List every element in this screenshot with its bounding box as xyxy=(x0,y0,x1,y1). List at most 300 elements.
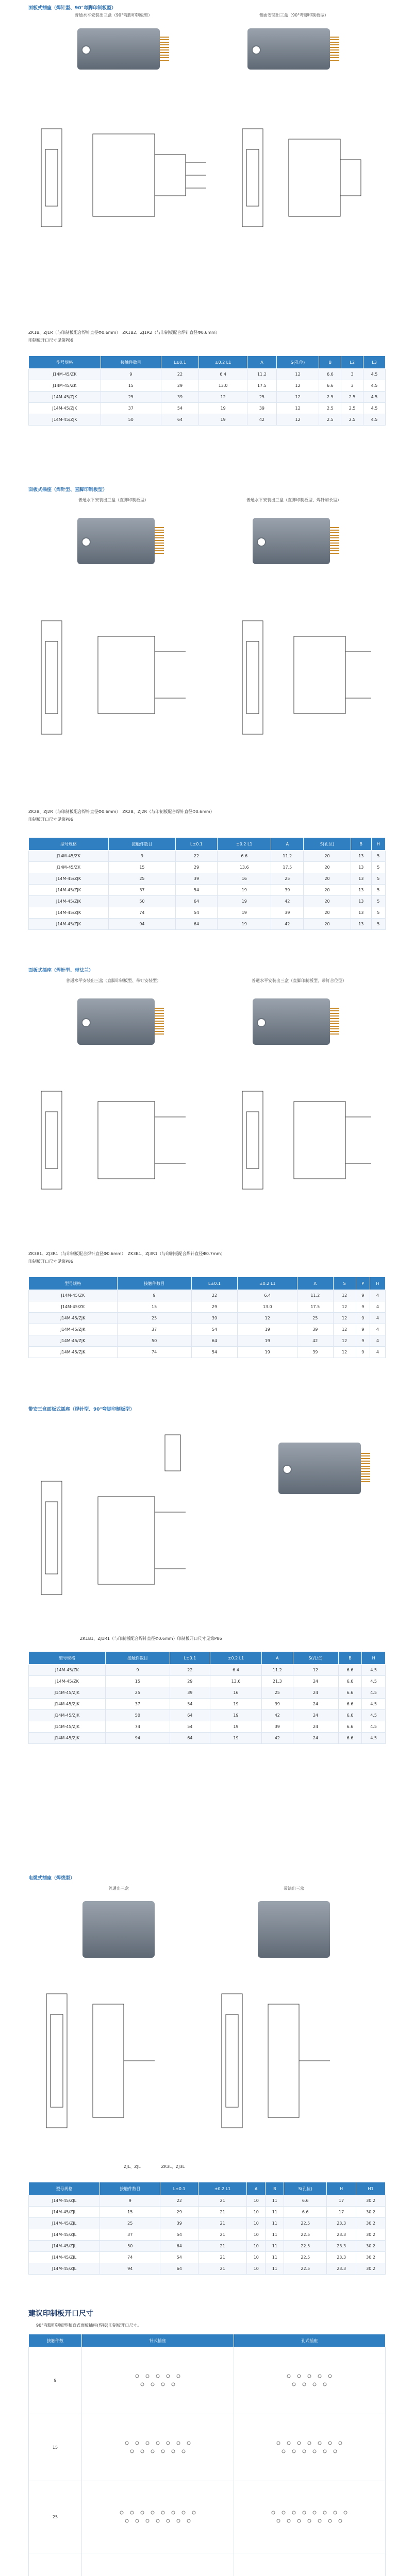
table-cell: 12 xyxy=(199,392,247,403)
table-cell: 39 xyxy=(271,907,304,919)
table-cell: 22.5 xyxy=(284,2218,327,2229)
table-cell: 30.2 xyxy=(356,2218,386,2229)
table-cell: 6.6 xyxy=(319,369,341,380)
table-cell: 12 xyxy=(333,1324,356,1335)
table-cell: 6.6 xyxy=(284,2207,327,2218)
table-cell: 10 xyxy=(247,2263,266,2275)
table-cell: 15 xyxy=(117,1301,191,1313)
table-cell: J14M-45/ZK xyxy=(29,380,101,392)
table-cell: J14M-45/ZK xyxy=(29,1676,106,1687)
table-cell: 11 xyxy=(266,2263,284,2275)
table-row xyxy=(29,2347,386,2414)
table-cell: 15 xyxy=(105,1676,170,1687)
product-caption: 普通水平安装出三盒（直脚印制板型） xyxy=(78,498,148,502)
table-cell: 13.0 xyxy=(238,1301,297,1313)
table-cell: 13 xyxy=(351,907,371,919)
technical-drawing xyxy=(31,1081,382,1205)
table-row xyxy=(29,919,386,930)
table-cell: 21 xyxy=(198,2241,246,2252)
table-cell: 24 xyxy=(293,1676,338,1687)
product-caption: 带法出三盒 xyxy=(284,1886,304,1891)
table-cell: 74 xyxy=(105,1721,170,1733)
connector-photo xyxy=(82,1901,155,1958)
table-cell: 12 xyxy=(333,1301,356,1313)
product-caption: 普通水平安装出三盒（直脚印制板型、焊针加长型） xyxy=(246,498,341,502)
col-header: 针式插座 xyxy=(82,2334,234,2347)
pin-layout xyxy=(82,2347,234,2414)
col-header: B xyxy=(338,1652,362,1665)
table-cell: 13 xyxy=(351,896,371,907)
col-header: H xyxy=(371,838,385,851)
table-cell: 19 xyxy=(199,403,247,414)
table-cell: J14M-45/ZJK xyxy=(29,1710,106,1721)
col-header: 接触件数目 xyxy=(100,2182,160,2195)
note: ZK3B1、ZJ3R1（与印制板配合焊针直径Φ0.6mm） ZK3B1、ZJ3R1（与印制板配合焊针直径Φ0.7mm） xyxy=(28,1251,225,1256)
table-row xyxy=(29,369,386,380)
table-cell: 19 xyxy=(199,414,247,426)
table-cell: 12 xyxy=(333,1347,356,1358)
table-cell: 25 xyxy=(101,392,161,403)
table-cell: 20 xyxy=(304,907,351,919)
table-cell: 37 xyxy=(117,1324,191,1335)
table-cell: 22 xyxy=(175,851,217,862)
table-cell: 24 xyxy=(293,1733,338,1744)
col-header: L±0.1 xyxy=(175,838,217,851)
table-cell: 13 xyxy=(351,885,371,896)
table-cell: 30.2 xyxy=(356,2263,386,2275)
table-cell: J14M-45/ZJL xyxy=(29,2263,100,2275)
table-cell: 19 xyxy=(210,1721,261,1733)
table-cell: J14M-45/ZK xyxy=(29,369,101,380)
table-cell: 50 xyxy=(105,1710,170,1721)
table-cell: 25 xyxy=(100,2218,160,2229)
table-cell: 6.4 xyxy=(238,1290,297,1301)
col-header: A xyxy=(247,2182,266,2195)
col-header: 接触件数目 xyxy=(101,356,161,369)
table-cell: 4.5 xyxy=(362,1699,386,1710)
table-cell: 42 xyxy=(262,1710,293,1721)
table-cell: 37 xyxy=(105,1699,170,1710)
table-cell: 42 xyxy=(247,414,277,426)
table-cell: 11 xyxy=(266,2241,284,2252)
product-caption: 普通出三盒 xyxy=(108,1886,129,1891)
table-row xyxy=(29,907,386,919)
table-cell: 4 xyxy=(370,1301,385,1313)
table-row xyxy=(29,1710,386,1721)
col-header: 型号规格 xyxy=(29,838,109,851)
table-row xyxy=(29,1733,386,1744)
spec-table xyxy=(28,837,386,930)
table-cell: J14M-45/ZJK xyxy=(29,907,109,919)
table-row xyxy=(29,1665,386,1676)
table-row xyxy=(29,896,386,907)
table-cell: J14M-45/ZJK xyxy=(29,896,109,907)
table-cell: 6.6 xyxy=(218,851,271,862)
table-cell: 22 xyxy=(191,1290,238,1301)
table-cell: 6.4 xyxy=(199,369,247,380)
table-cell: 94 xyxy=(105,1733,170,1744)
col-header: L±0.1 xyxy=(160,2182,198,2195)
table-cell: 5 xyxy=(371,851,385,862)
table-cell: 4 xyxy=(370,1324,385,1335)
table-row xyxy=(29,862,386,873)
table-cell: 42 xyxy=(262,1733,293,1744)
table-row xyxy=(29,2553,386,2576)
table-cell: J14M-45/ZJK xyxy=(29,414,101,426)
table-cell: 9 xyxy=(101,369,161,380)
spec-table xyxy=(28,2182,386,2275)
table-cell: 30.2 xyxy=(356,2229,386,2241)
connector-photo xyxy=(77,998,155,1045)
table-cell: 23.3 xyxy=(327,2241,356,2252)
table-cell: 17 xyxy=(327,2195,356,2207)
table-cell: 6.6 xyxy=(284,2195,327,2207)
table-cell: 30.2 xyxy=(356,2252,386,2263)
socket-layout xyxy=(234,2414,386,2481)
technical-drawing xyxy=(31,113,382,247)
table-cell: 50 xyxy=(101,414,161,426)
table-cell: 64 xyxy=(170,1733,210,1744)
pin-layout xyxy=(82,2481,234,2553)
table-cell: 39 xyxy=(191,1313,238,1324)
section-title: 电缆式插座（焊线型） xyxy=(28,1876,75,1881)
table-cell: 21 xyxy=(198,2229,246,2241)
col-header: 型号规格 xyxy=(29,2182,100,2195)
table-cell: 54 xyxy=(191,1347,238,1358)
table-cell: J14M-45/ZJK xyxy=(29,1699,106,1710)
table-cell: 2.5 xyxy=(319,403,341,414)
table-cell: 4.5 xyxy=(362,1687,386,1699)
table-cell: 37 xyxy=(101,403,161,414)
table-cell: 9 xyxy=(356,1313,370,1324)
table-cell: 29 xyxy=(191,1301,238,1313)
table-cell: 30.2 xyxy=(356,2207,386,2218)
table-cell: 6.6 xyxy=(338,1710,362,1721)
table-cell: 6.6 xyxy=(338,1699,362,1710)
table-cell: 19 xyxy=(218,907,271,919)
table-cell: J14M-45/ZJL xyxy=(29,2252,100,2263)
table-cell: 2.5 xyxy=(319,414,341,426)
connector-photo xyxy=(258,1901,330,1958)
table-cell: 4 xyxy=(370,1347,385,1358)
table-cell: 13 xyxy=(351,873,371,885)
col-header: ±0.2 L1 xyxy=(199,356,247,369)
table-cell: 20 xyxy=(304,919,351,930)
col-header: A xyxy=(262,1652,293,1665)
table-cell: J14M-45/ZJK xyxy=(29,1721,106,1733)
col-header: P xyxy=(356,1277,370,1290)
table-cell: 11 xyxy=(266,2252,284,2263)
table-cell: 9 xyxy=(356,1301,370,1313)
table-cell: 22.5 xyxy=(284,2263,327,2275)
table-cell: 10 xyxy=(247,2207,266,2218)
col-header: 型号规格 xyxy=(29,356,101,369)
col-header: 接触件数目 xyxy=(108,838,175,851)
table-row xyxy=(29,1721,386,1733)
table-cell: 9 xyxy=(100,2195,160,2207)
table-row xyxy=(29,1290,386,1301)
table-cell: 11.2 xyxy=(297,1290,333,1301)
table-row xyxy=(29,2252,386,2263)
table-row xyxy=(29,1335,386,1347)
table-cell: 4.5 xyxy=(363,369,386,380)
table-cell: 10 xyxy=(247,2229,266,2241)
col-header: 接触件数目 xyxy=(105,1652,170,1665)
table-cell: 29 xyxy=(170,1676,210,1687)
table-cell: 19 xyxy=(238,1324,297,1335)
connector-photo xyxy=(253,518,330,564)
col-header: B xyxy=(266,2182,284,2195)
col-header: L±0.1 xyxy=(161,356,198,369)
note: ZJL、ZJL ZK3L、ZJ3L xyxy=(124,2164,185,2169)
table-cell: 25 xyxy=(271,873,304,885)
table-cell: 2.5 xyxy=(319,392,341,403)
table-cell: 94 xyxy=(100,2263,160,2275)
table-cell: 54 xyxy=(175,907,217,919)
spec-table xyxy=(28,1277,386,1358)
table-row xyxy=(29,403,386,414)
table-cell: 20 xyxy=(304,896,351,907)
table-cell: 4.5 xyxy=(363,403,386,414)
table-cell: 37 xyxy=(100,2229,160,2241)
col-header: 型号规格 xyxy=(29,1652,106,1665)
table-cell: 4.5 xyxy=(363,414,386,426)
col-header: ±0.2 L1 xyxy=(198,2182,246,2195)
table-cell: 13.6 xyxy=(218,862,271,873)
col-header: B xyxy=(319,356,341,369)
table-cell: 22 xyxy=(170,1665,210,1676)
table-cell: 39 xyxy=(262,1699,293,1710)
table-cell: 2.5 xyxy=(341,392,363,403)
table-cell: 13 xyxy=(351,851,371,862)
table-cell: J14M-45/ZJK xyxy=(29,403,101,414)
table-cell: J14M-45/ZJK xyxy=(29,919,109,930)
table-cell: 12 xyxy=(276,392,319,403)
table-cell: 22 xyxy=(160,2195,198,2207)
col-header: 型号规格 xyxy=(29,1277,118,1290)
table-cell: 4.5 xyxy=(362,1721,386,1733)
table-cell: 5 xyxy=(371,885,385,896)
table-cell: 20 xyxy=(304,862,351,873)
table-cell: 25 xyxy=(29,2481,82,2553)
table-cell: 6.6 xyxy=(338,1721,362,1733)
table-cell: 16 xyxy=(210,1687,261,1699)
table-cell: 13 xyxy=(351,919,371,930)
table-cell: 22.5 xyxy=(284,2252,327,2263)
note: ZK1B1、ZJ1R1（与印制板配合焊针直径Φ0.6mm）印制板开口尺寸见第P86 xyxy=(80,1636,222,1641)
table-cell: 19 xyxy=(238,1347,297,1358)
connector-photo xyxy=(247,28,330,70)
table-cell: 17.5 xyxy=(247,380,277,392)
table-cell: 3 xyxy=(341,369,363,380)
table-cell: 5 xyxy=(371,873,385,885)
table-cell: J14M-45/ZJL xyxy=(29,2195,100,2207)
note: 印制板开口尺寸见第P86 xyxy=(28,1259,74,1264)
table-cell: 24 xyxy=(293,1687,338,1699)
table-cell: 19 xyxy=(210,1733,261,1744)
table-cell: 42 xyxy=(297,1335,333,1347)
table-cell: 21 xyxy=(198,2263,246,2275)
table-cell: 54 xyxy=(170,1699,210,1710)
col-header: A xyxy=(247,356,277,369)
table-cell: 19 xyxy=(218,896,271,907)
table-cell: 13.6 xyxy=(210,1676,261,1687)
table-cell: 21 xyxy=(198,2195,246,2207)
product-caption: 普通水平安装出三盒（90°弯脚印制板型） xyxy=(74,13,153,18)
table-cell: 5 xyxy=(371,919,385,930)
col-header: H xyxy=(370,1277,385,1290)
table-row xyxy=(29,392,386,403)
section-title: 面板式插座（焊针型、90°弯脚印制板型） xyxy=(28,6,117,11)
table-cell: 10 xyxy=(247,2241,266,2252)
table-cell: 74 xyxy=(117,1347,191,1358)
table-cell: 4 xyxy=(370,1335,385,1347)
table-row xyxy=(29,2414,386,2481)
table-cell: 6.6 xyxy=(338,1687,362,1699)
note: ZK1B、ZJ1R（与印制板配合焊针直径Φ0.6mm） ZK1B2、ZJ1R2（与印制板配合焊针直径Φ0.6mm） xyxy=(28,330,220,335)
table-cell: 29 xyxy=(160,2207,198,2218)
col-header: ±0.2 L1 xyxy=(218,838,271,851)
table-cell: 4.5 xyxy=(362,1665,386,1676)
table-cell: 9 xyxy=(356,1335,370,1347)
connector-photo xyxy=(77,28,160,70)
table-cell: 10 xyxy=(247,2218,266,2229)
table-cell: 50 xyxy=(100,2241,160,2252)
table-cell: 25 xyxy=(108,873,175,885)
table-cell: 19 xyxy=(218,919,271,930)
table-cell: J14M-45/ZK xyxy=(29,1290,118,1301)
table-cell: 24 xyxy=(293,1710,338,1721)
table-cell: 4.5 xyxy=(363,392,386,403)
table-cell: 9 xyxy=(356,1290,370,1301)
table-cell: 19 xyxy=(210,1699,261,1710)
table-cell: 15 xyxy=(101,380,161,392)
table-row xyxy=(29,2207,386,2218)
table-cell: 9 xyxy=(117,1290,191,1301)
table-cell: 5 xyxy=(371,896,385,907)
product-caption: 普通水平安装出三盒（直脚印制板型、带钉合位型） xyxy=(252,978,346,983)
table-cell: 22 xyxy=(161,369,198,380)
table-cell: 17.5 xyxy=(297,1301,333,1313)
table-cell: 21.3 xyxy=(262,1676,293,1687)
table-cell: 50 xyxy=(117,1335,191,1347)
table-cell: 22.5 xyxy=(284,2241,327,2252)
table-cell: J14M-45/ZK xyxy=(29,1301,118,1313)
table-cell xyxy=(29,2553,82,2576)
col-header: L3 xyxy=(363,356,386,369)
col-header: H1 xyxy=(356,2182,386,2195)
table-cell: J14M-45/ZJK xyxy=(29,1313,118,1324)
section-title: 带安三盒面板式插座（焊针型、90°弯脚印制板型） xyxy=(28,1407,135,1412)
pcb-subtitle: 90°弯脚印制板型和直式面板插座(焊接)印制板开口尺寸。 xyxy=(36,2323,142,2328)
table-cell: 16 xyxy=(218,873,271,885)
table-cell: 19 xyxy=(238,1335,297,1347)
table-cell: 20 xyxy=(304,851,351,862)
table-cell: 11.2 xyxy=(247,369,277,380)
col-header: B xyxy=(351,838,371,851)
section-title: 面板式插座（焊针型、直脚印制板型） xyxy=(28,487,108,493)
table-cell: 6.6 xyxy=(338,1733,362,1744)
table-cell: 42 xyxy=(271,919,304,930)
col-header: H xyxy=(362,1652,386,1665)
table-cell: 4 xyxy=(370,1290,385,1301)
table-cell: 5 xyxy=(371,907,385,919)
table-cell: 12 xyxy=(276,380,319,392)
table-cell: J14M-45/ZJK xyxy=(29,1324,118,1335)
table-cell: 19 xyxy=(210,1710,261,1721)
table-cell: 2.5 xyxy=(341,403,363,414)
table-cell: 64 xyxy=(191,1335,238,1347)
pin-layout xyxy=(82,2414,234,2481)
connector-photo xyxy=(278,1443,361,1494)
table-cell: 21 xyxy=(198,2218,246,2229)
table-cell: 29 xyxy=(175,862,217,873)
table-cell: 54 xyxy=(191,1324,238,1335)
table-cell: 64 xyxy=(160,2241,198,2252)
col-header: ±0.2 L1 xyxy=(210,1652,261,1665)
table-cell: J14M-45/ZK xyxy=(29,851,109,862)
table-cell: 74 xyxy=(100,2252,160,2263)
table-cell: 12 xyxy=(276,369,319,380)
table-cell: J14M-45/ZJK xyxy=(29,1687,106,1699)
table-cell: 6.6 xyxy=(338,1665,362,1676)
table-cell: 9 xyxy=(108,851,175,862)
table-cell: 54 xyxy=(160,2252,198,2263)
table-cell: 9 xyxy=(29,2347,82,2414)
table-cell: 11 xyxy=(266,2218,284,2229)
table-cell: 12 xyxy=(333,1290,356,1301)
table-cell: J14M-45/ZJL xyxy=(29,2207,100,2218)
table-cell: 4 xyxy=(370,1313,385,1324)
table-cell: J14M-45/ZJK xyxy=(29,885,109,896)
table-cell: 12 xyxy=(293,1665,338,1676)
table-cell: 20 xyxy=(304,885,351,896)
table-cell: 25 xyxy=(297,1313,333,1324)
table-row xyxy=(29,2195,386,2207)
table-row xyxy=(29,873,386,885)
table-cell: J14M-45/ZK xyxy=(29,862,109,873)
table-cell: 23.3 xyxy=(327,2218,356,2229)
product-caption: 普通水平安装出三盒（直脚印制板型、带钉安装型） xyxy=(66,978,161,983)
table-cell: 24 xyxy=(293,1721,338,1733)
note: 印制板开口尺寸见第P86 xyxy=(28,338,74,343)
table-cell: 13 xyxy=(351,862,371,873)
table-cell: 29 xyxy=(161,380,198,392)
table-cell: 12 xyxy=(333,1313,356,1324)
col-header: 孔式插座 xyxy=(234,2334,386,2347)
col-header: S(孔位) xyxy=(276,356,319,369)
table-row xyxy=(29,851,386,862)
table-cell: 6.6 xyxy=(338,1676,362,1687)
table-cell: J14M-45/ZJK xyxy=(29,873,109,885)
col-header: A xyxy=(271,838,304,851)
table-cell: 17 xyxy=(327,2207,356,2218)
col-header: 接触件数 xyxy=(29,2334,82,2347)
table-cell: J14M-45/ZJK xyxy=(29,1335,118,1347)
table-cell: 39 xyxy=(160,2218,198,2229)
table-row xyxy=(29,414,386,426)
table-cell: 11 xyxy=(266,2207,284,2218)
table-cell: 4.5 xyxy=(362,1710,386,1721)
table-cell: 12 xyxy=(333,1335,356,1347)
table-row xyxy=(29,2229,386,2241)
table-row xyxy=(29,2263,386,2275)
table-row xyxy=(29,2241,386,2252)
col-header: S(孔位) xyxy=(284,2182,327,2195)
table-cell: 23.3 xyxy=(327,2229,356,2241)
table-cell: 5 xyxy=(371,862,385,873)
table-row xyxy=(29,1313,386,1324)
